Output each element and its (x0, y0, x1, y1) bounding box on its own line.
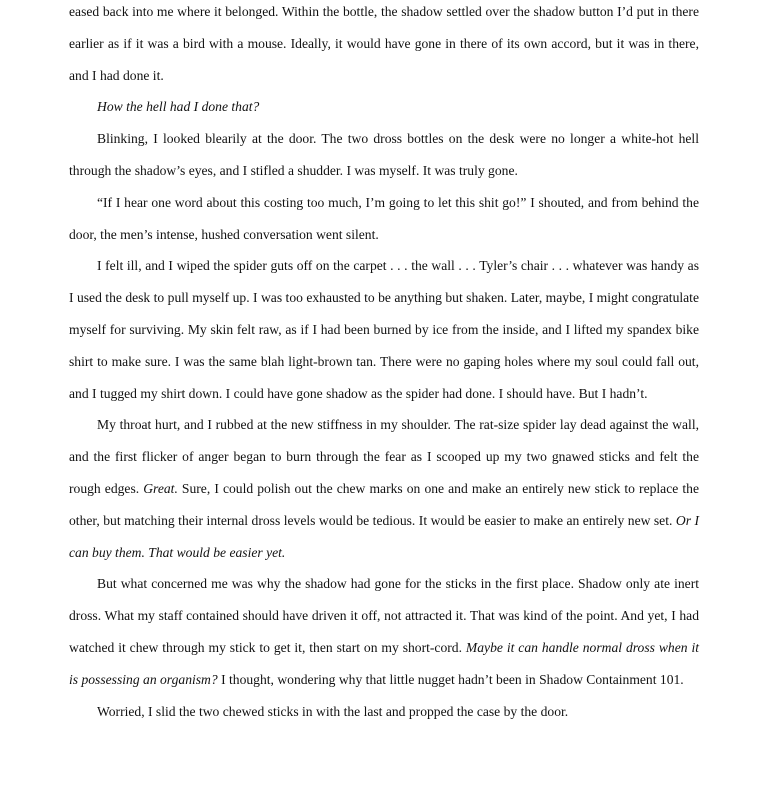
paragraph-4 (69, 187, 699, 251)
paragraph-2 (69, 91, 699, 123)
paragraph-text: Blinking, I looked blearily at the door. The two dross bottles on the desk were no longer a white-hot hell through the shadow’s eyes, and I stifled a shudder. I was myself. It was truly gone. (69, 131, 699, 178)
paragraph-italic-text: Maybe it can handle normal dross when it is possessing an organism? (69, 639, 700, 687)
paragraph-text: “If I hear one word about this costing too much, I’m going to let this shit go!” I shouted, and from behind the door, the men’s intense, hushed conversation went silent. (69, 194, 699, 242)
paragraph-italic-text: Or I can buy them. That would be easier yet. (69, 512, 699, 560)
paragraph-text: Sure, I could polish out the chew marks on one and make an entirely new stick to replace the other, but matching their internal dross levels would be tedious. It would be easier to make an entirely new set. (69, 480, 699, 528)
paragraph-text: My throat hurt, and I rubbed at the new stiffness in my shoulder. The rat-size spider lay dead against the wall, and the first flicker of anger began to burn through the fear as I scooped up my two gnawed sticks and felt the rough edges. (69, 417, 699, 496)
paragraph-7 (69, 568, 699, 695)
paragraph-text: I thought, wondering why that little nugget hadn’t been in Shadow Containment 101. (217, 671, 684, 687)
paragraph-text: Worried, I slid the two chewed sticks in with the last and propped the case by the door. (97, 703, 569, 719)
paragraph-1 (69, 0, 699, 91)
book-page (69, 0, 699, 727)
paragraph-6 (69, 409, 699, 568)
paragraph-text: But what concerned me was why the shadow had gone for the sticks in the first place. Shadow only ate inert dross. What my staff contained should have driven it off, not attracted it. That was kind of the point. And yet, I had watched it chew through my stick to get it, then start on my short-cord. (69, 576, 699, 655)
paragraph-italic-text: Great. (143, 480, 178, 496)
paragraph-8 (69, 696, 699, 728)
paragraph-text: eased back into me where it belonged. Within the bottle, the shadow settled over the shadow button I’d put in there earlier as if it was a bird with a mouse. Ideally, it would have gone in there of its own accord, but it was in there, and I had done it. (69, 4, 699, 83)
paragraph-italic-text: How the hell had I done that? (97, 99, 260, 115)
paragraph-5 (69, 250, 699, 409)
paragraph-3 (69, 123, 699, 187)
paragraph-text: I felt ill, and I wiped the spider guts off on the carpet . . . the wall . . . Tyler’s chair . . . whatever was handy as I used the desk to pull myself up. I was too exhausted to be anything but shaken. Later, maybe, I might congratulate myself for surviving. My skin felt raw, as if I had been burned by ice from the inside, and I lifted my spandex bike shirt to make sure. I was the same blah light-brown tan. There were no gaping holes where my soul could fall out, and I tugged my shirt down. I could have gone shadow as the spider had done. I should have. But I hadn’t. (69, 258, 699, 401)
